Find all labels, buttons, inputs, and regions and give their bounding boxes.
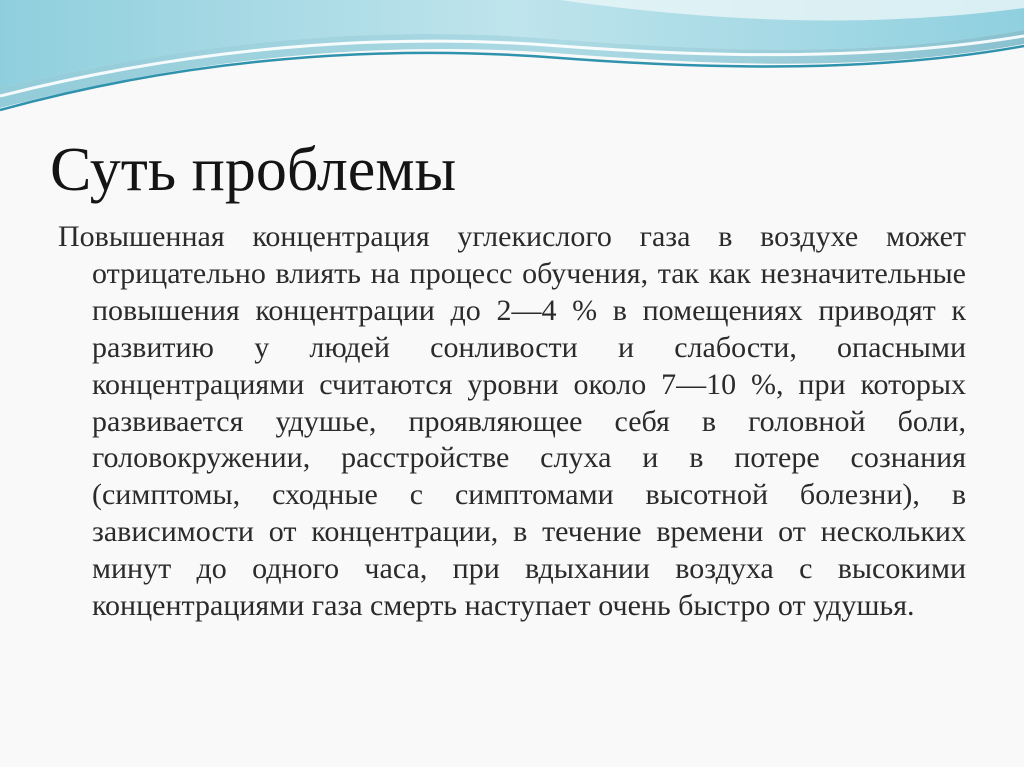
body-paragraph: Повышенная концентрация углекислого газа в воздухе может отрицательно влиять на процесс обучения, так как незначительные повышения концентрации до 2—4 % в помещениях приводят к развитию у людей сонливости и слабости, опасными концентрациями считаются уровни около 7—10 %, при которых развивается удушье, проявляющее себя в головной боли, головокружении, расстройстве слуха и в потере сознания (симптомы, сходные с симптомами высотной болезни), в зависимости от концентрации, в течение времени от нескольких минут до одного часа, при вдыхании воздуха с высокими концентрациями газа смерть наступает очень быстро от удушья. (58, 220, 966, 623)
wave-header-decoration (0, 0, 1024, 120)
slide-title: Суть проблемы (50, 136, 457, 204)
